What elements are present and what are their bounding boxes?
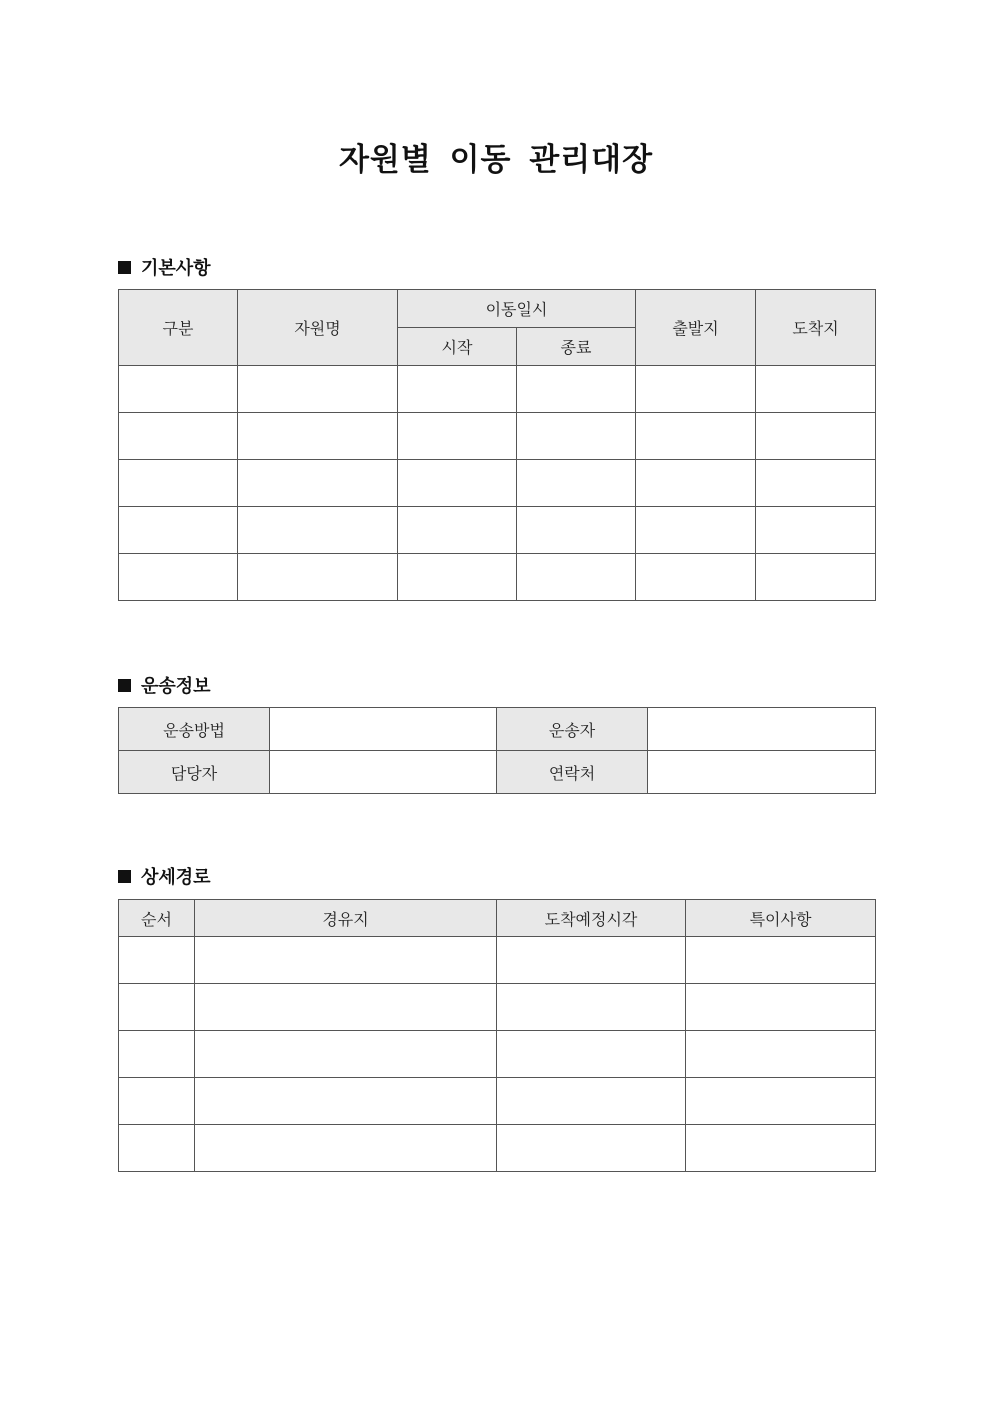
header-notes: 특이사항 bbox=[686, 900, 876, 937]
table-row bbox=[119, 937, 876, 984]
cell-destination[interactable] bbox=[756, 366, 876, 413]
section-heading-label: 기본사항 bbox=[141, 258, 211, 279]
field-contact[interactable] bbox=[648, 751, 876, 794]
field-carrier[interactable] bbox=[648, 708, 876, 751]
table-row bbox=[119, 1125, 876, 1172]
header-start: 시작 bbox=[398, 328, 517, 366]
table-row bbox=[119, 1078, 876, 1125]
cell-eta[interactable] bbox=[497, 937, 686, 984]
cell-resource-name[interactable] bbox=[238, 554, 398, 601]
cell-end[interactable] bbox=[517, 413, 636, 460]
cell-waypoint[interactable] bbox=[195, 1125, 497, 1172]
header-category: 구분 bbox=[119, 290, 238, 366]
cell-start[interactable] bbox=[398, 554, 517, 601]
table-row bbox=[119, 708, 876, 751]
cell-notes[interactable] bbox=[686, 1078, 876, 1125]
table-row bbox=[119, 366, 876, 413]
section-heading-label: 운송정보 bbox=[141, 676, 211, 697]
cell-order[interactable] bbox=[119, 1078, 195, 1125]
square-bullet-icon bbox=[118, 679, 131, 692]
header-order: 순서 bbox=[119, 900, 195, 937]
cell-start[interactable] bbox=[398, 366, 517, 413]
cell-category[interactable] bbox=[119, 554, 238, 601]
section-heading-transport bbox=[118, 672, 211, 698]
cell-end[interactable] bbox=[517, 460, 636, 507]
cell-category[interactable] bbox=[119, 460, 238, 507]
cell-end[interactable] bbox=[517, 366, 636, 413]
header-waypoint: 경유지 bbox=[195, 900, 497, 937]
cell-category[interactable] bbox=[119, 413, 238, 460]
cell-origin[interactable] bbox=[636, 507, 756, 554]
cell-destination[interactable] bbox=[756, 507, 876, 554]
table-row bbox=[119, 460, 876, 507]
header-move-datetime: 이동일시 bbox=[398, 290, 636, 328]
header-eta: 도착예정시각 bbox=[497, 900, 686, 937]
cell-resource-name[interactable] bbox=[238, 413, 398, 460]
label-contact: 연락처 bbox=[497, 751, 648, 794]
cell-start[interactable] bbox=[398, 507, 517, 554]
table-row bbox=[119, 751, 876, 794]
section-heading-route bbox=[118, 863, 211, 889]
cell-order[interactable] bbox=[119, 1125, 195, 1172]
header-destination: 도착지 bbox=[756, 290, 876, 366]
route-detail-table bbox=[118, 899, 876, 1172]
cell-notes[interactable] bbox=[686, 984, 876, 1031]
table-row bbox=[119, 413, 876, 460]
cell-eta[interactable] bbox=[497, 1078, 686, 1125]
cell-notes[interactable] bbox=[686, 937, 876, 984]
cell-order[interactable] bbox=[119, 937, 195, 984]
header-end: 종료 bbox=[517, 328, 636, 366]
table-row bbox=[119, 1031, 876, 1078]
cell-destination[interactable] bbox=[756, 460, 876, 507]
cell-origin[interactable] bbox=[636, 460, 756, 507]
table-row bbox=[119, 984, 876, 1031]
basic-info-table bbox=[118, 289, 876, 601]
cell-waypoint[interactable] bbox=[195, 984, 497, 1031]
cell-category[interactable] bbox=[119, 507, 238, 554]
square-bullet-icon bbox=[118, 870, 131, 883]
label-transport-method: 운송방법 bbox=[119, 708, 270, 751]
cell-resource-name[interactable] bbox=[238, 507, 398, 554]
table-row bbox=[119, 554, 876, 601]
cell-end[interactable] bbox=[517, 554, 636, 601]
label-manager: 담당자 bbox=[119, 751, 270, 794]
field-manager[interactable] bbox=[270, 751, 497, 794]
cell-origin[interactable] bbox=[636, 366, 756, 413]
cell-category[interactable] bbox=[119, 366, 238, 413]
section-heading-label: 상세경로 bbox=[141, 867, 211, 888]
cell-eta[interactable] bbox=[497, 984, 686, 1031]
field-transport-method[interactable] bbox=[270, 708, 497, 751]
cell-resource-name[interactable] bbox=[238, 460, 398, 507]
cell-destination[interactable] bbox=[756, 554, 876, 601]
cell-waypoint[interactable] bbox=[195, 1078, 497, 1125]
section-heading-basic bbox=[118, 254, 211, 280]
cell-order[interactable] bbox=[119, 1031, 195, 1078]
cell-order[interactable] bbox=[119, 984, 195, 1031]
header-resource-name: 자원명 bbox=[238, 290, 398, 366]
header-origin: 출발지 bbox=[636, 290, 756, 366]
page-title: 자원별 이동 관리대장 bbox=[338, 142, 654, 178]
cell-notes[interactable] bbox=[686, 1125, 876, 1172]
cell-notes[interactable] bbox=[686, 1031, 876, 1078]
cell-eta[interactable] bbox=[497, 1031, 686, 1078]
cell-eta[interactable] bbox=[497, 1125, 686, 1172]
cell-start[interactable] bbox=[398, 460, 517, 507]
label-carrier: 운송자 bbox=[497, 708, 648, 751]
square-bullet-icon bbox=[118, 261, 131, 274]
cell-waypoint[interactable] bbox=[195, 937, 497, 984]
cell-end[interactable] bbox=[517, 507, 636, 554]
cell-resource-name[interactable] bbox=[238, 366, 398, 413]
transport-info-table bbox=[118, 707, 876, 794]
cell-origin[interactable] bbox=[636, 554, 756, 601]
table-row bbox=[119, 507, 876, 554]
cell-start[interactable] bbox=[398, 413, 517, 460]
cell-waypoint[interactable] bbox=[195, 1031, 497, 1078]
cell-origin[interactable] bbox=[636, 413, 756, 460]
cell-destination[interactable] bbox=[756, 413, 876, 460]
